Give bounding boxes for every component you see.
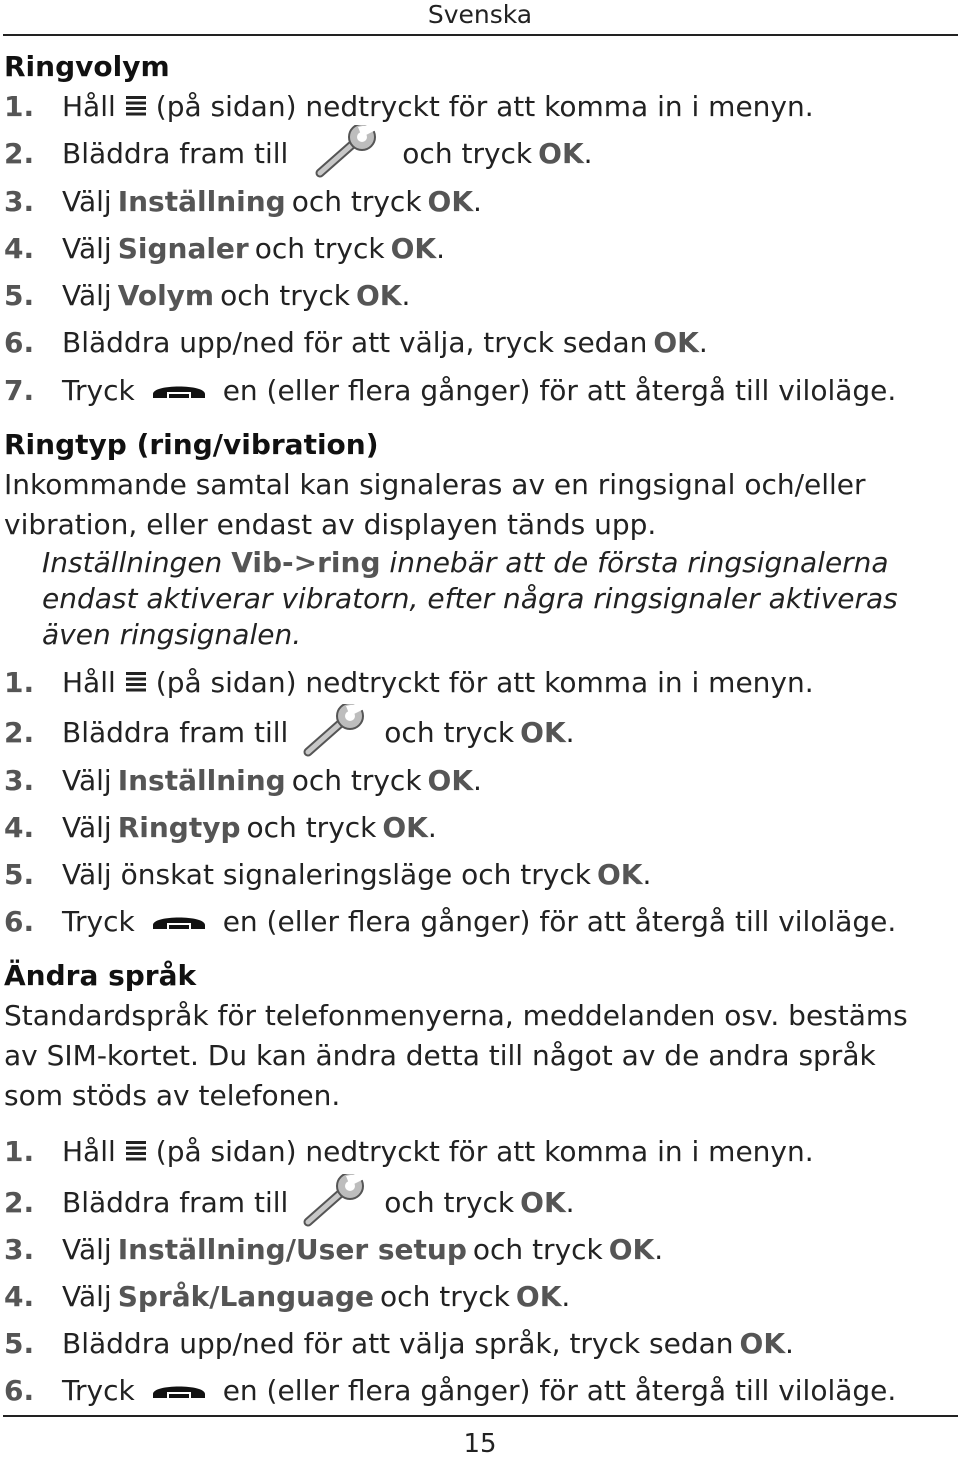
note-line: endast aktiverar vibratorn, efter några ringsignaler aktiveras (42, 582, 898, 615)
step-text: och tryck (472, 1232, 603, 1266)
step-number: 5. (4, 278, 35, 312)
step-text: och tryck (380, 1279, 510, 1313)
list-item (4, 1129, 814, 1173)
section-title-ringvolym: Ringvolym (4, 50, 170, 83)
step-text: och tryck (384, 715, 515, 749)
list-item (4, 1274, 570, 1318)
key-ok: OK (427, 763, 474, 797)
step-text: Håll (62, 665, 116, 699)
step-number: 1. (4, 89, 35, 123)
step-text: och tryck (402, 136, 533, 170)
step-text: och tryck (246, 810, 377, 844)
step-number: 3. (4, 1232, 35, 1266)
list-item (4, 852, 651, 896)
menu-icon (124, 1139, 148, 1163)
step-text: . (785, 1326, 794, 1360)
step-text: Bläddra upp/ned för att välja, tryck sedan (62, 325, 648, 359)
key-ok: OK (653, 325, 699, 359)
note-text: Inställningen (42, 546, 223, 579)
step-text: en (eller flera gånger) för att återgå till viloläge. (222, 1373, 897, 1407)
step-number: 6. (4, 1373, 35, 1407)
wrench-icon (300, 1174, 372, 1230)
step-number: 6. (4, 325, 35, 359)
step-text: . (654, 1232, 664, 1266)
step-text: . (427, 810, 437, 844)
step-text: . (473, 763, 482, 797)
wrench-icon (312, 125, 384, 181)
step-text: . (565, 1185, 575, 1219)
list-item (4, 660, 814, 704)
step-text: och tryck (291, 184, 422, 218)
step-text: en (eller flera gånger) för att återgå till viloläge. (222, 904, 897, 938)
step-text: Välj (62, 810, 112, 844)
step-number: 1. (4, 1134, 35, 1168)
italic-note (42, 545, 942, 653)
step-text: . (642, 857, 652, 891)
list-item (4, 1321, 794, 1365)
step-text: en (eller flera gånger) för att återgå till viloläge. (222, 373, 897, 407)
key-ok: OK (427, 184, 474, 218)
step-text: Välj önskat signaleringsläge och tryck (62, 857, 591, 891)
step-text: . (561, 1279, 571, 1313)
end-call-icon (149, 378, 209, 402)
step-text: (på sidan) nedtryckt för att komma in i menyn. (155, 665, 814, 699)
paragraph-line: Inkommande samtal kan signaleras av en ringsignal och/eller (4, 468, 866, 501)
step-number: 5. (4, 857, 35, 891)
step-number: 4. (4, 231, 35, 265)
step-text: . (473, 184, 482, 218)
list-item (4, 1180, 575, 1224)
list-item (4, 179, 482, 223)
list-item (4, 273, 410, 317)
paragraph-line: Standardspråk för telefonmenyerna, meddelanden osv. bestäms (4, 999, 908, 1032)
menu-option-label: Inställning/User setup (117, 1232, 467, 1266)
menu-option-label: Ringtyp (117, 810, 241, 844)
paragraph-line: som stöds av telefonen. (4, 1079, 341, 1112)
step-text: (på sidan) nedtryckt för att komma in i menyn. (155, 1134, 814, 1168)
step-number: 7. (4, 373, 35, 407)
list-item (4, 1368, 896, 1412)
step-text: Håll (62, 89, 116, 123)
step-number: 6. (4, 904, 35, 938)
step-text: Välj (62, 763, 112, 797)
step-text: Håll (62, 1134, 116, 1168)
paragraph-line: vibration, eller endast av displayen tänds upp. (4, 508, 657, 541)
step-number: 1. (4, 665, 35, 699)
step-text: Välj (62, 278, 112, 312)
step-text: (på sidan) nedtryckt för att komma in i menyn. (155, 89, 814, 123)
menu-option-label: Signaler (117, 231, 249, 265)
key-ok: OK (382, 810, 428, 844)
note-line: även ringsignalen. (42, 618, 302, 651)
list-item (4, 320, 708, 364)
step-text: Välj (62, 231, 112, 265)
list-item (4, 368, 896, 412)
step-text: Välj (62, 1232, 112, 1266)
key-ok: OK (515, 1279, 562, 1313)
step-number: 3. (4, 763, 35, 797)
step-text: och tryck (291, 763, 422, 797)
section-description (4, 996, 934, 1116)
step-text: . (565, 715, 575, 749)
menu-option-label: Volym (117, 278, 215, 312)
end-call-icon (149, 909, 209, 933)
step-number: 4. (4, 1279, 35, 1313)
end-call-icon (149, 1378, 209, 1402)
step-number: 3. (4, 184, 35, 218)
step-text: . (401, 278, 411, 312)
list-item (4, 899, 896, 943)
step-number: 2. (4, 136, 35, 170)
step-number: 5. (4, 1326, 35, 1360)
step-text: och tryck (254, 231, 385, 265)
header-divider (3, 34, 958, 36)
header-language: Svenska (427, 0, 533, 29)
key-ok: OK (355, 278, 402, 312)
step-text: Bläddra fram till (62, 715, 289, 749)
step-text: Bläddra upp/ned för att välja språk, tryck sedan (62, 1326, 734, 1360)
page-number: 15 (463, 1429, 497, 1459)
step-text: Välj (62, 1279, 112, 1313)
list-item (4, 131, 593, 175)
list-item (4, 226, 445, 270)
list-item (4, 758, 482, 802)
section-title-ringtyp: Ringtyp (ring/vibration) (4, 428, 379, 461)
option-vib-ring: Vib->ring (231, 546, 381, 579)
list-item (4, 84, 814, 128)
footer-divider (3, 1415, 958, 1417)
step-text: . (583, 136, 593, 170)
step-text: och tryck (220, 278, 350, 312)
step-text: . (436, 231, 445, 265)
step-text: och tryck (384, 1185, 515, 1219)
paragraph-line: av SIM-kortet. Du kan ändra detta till något av de andra språk (4, 1039, 876, 1072)
key-ok: OK (608, 1232, 655, 1266)
note-text: innebär att de första ringsignalerna (389, 546, 889, 579)
key-ok: OK (596, 857, 643, 891)
step-text: Bläddra fram till (62, 1185, 289, 1219)
key-ok: OK (520, 1185, 566, 1219)
section-title-andra-sprak: Ändra språk (4, 959, 197, 992)
key-ok: OK (520, 715, 566, 749)
step-text: Tryck (62, 904, 135, 938)
menu-option-label: Språk/Language (117, 1279, 375, 1313)
key-ok: OK (538, 136, 584, 170)
step-number: 2. (4, 1185, 35, 1219)
step-number: 4. (4, 810, 35, 844)
wrench-icon (300, 704, 372, 760)
step-text: Välj (62, 184, 112, 218)
step-number: 2. (4, 715, 35, 749)
step-text: Tryck (62, 1373, 135, 1407)
menu-option-label: Inställning (117, 184, 286, 218)
step-text: Tryck (62, 373, 135, 407)
list-item (4, 1227, 663, 1271)
list-item (4, 805, 437, 849)
step-text: . (698, 325, 708, 359)
key-ok: OK (390, 231, 437, 265)
key-ok: OK (739, 1326, 786, 1360)
step-text: Bläddra fram till (62, 136, 289, 170)
section-description (4, 465, 934, 545)
list-item (4, 710, 575, 754)
menu-icon (124, 670, 148, 694)
menu-icon (124, 94, 148, 118)
note-line (42, 545, 942, 581)
menu-option-label: Inställning (117, 763, 286, 797)
